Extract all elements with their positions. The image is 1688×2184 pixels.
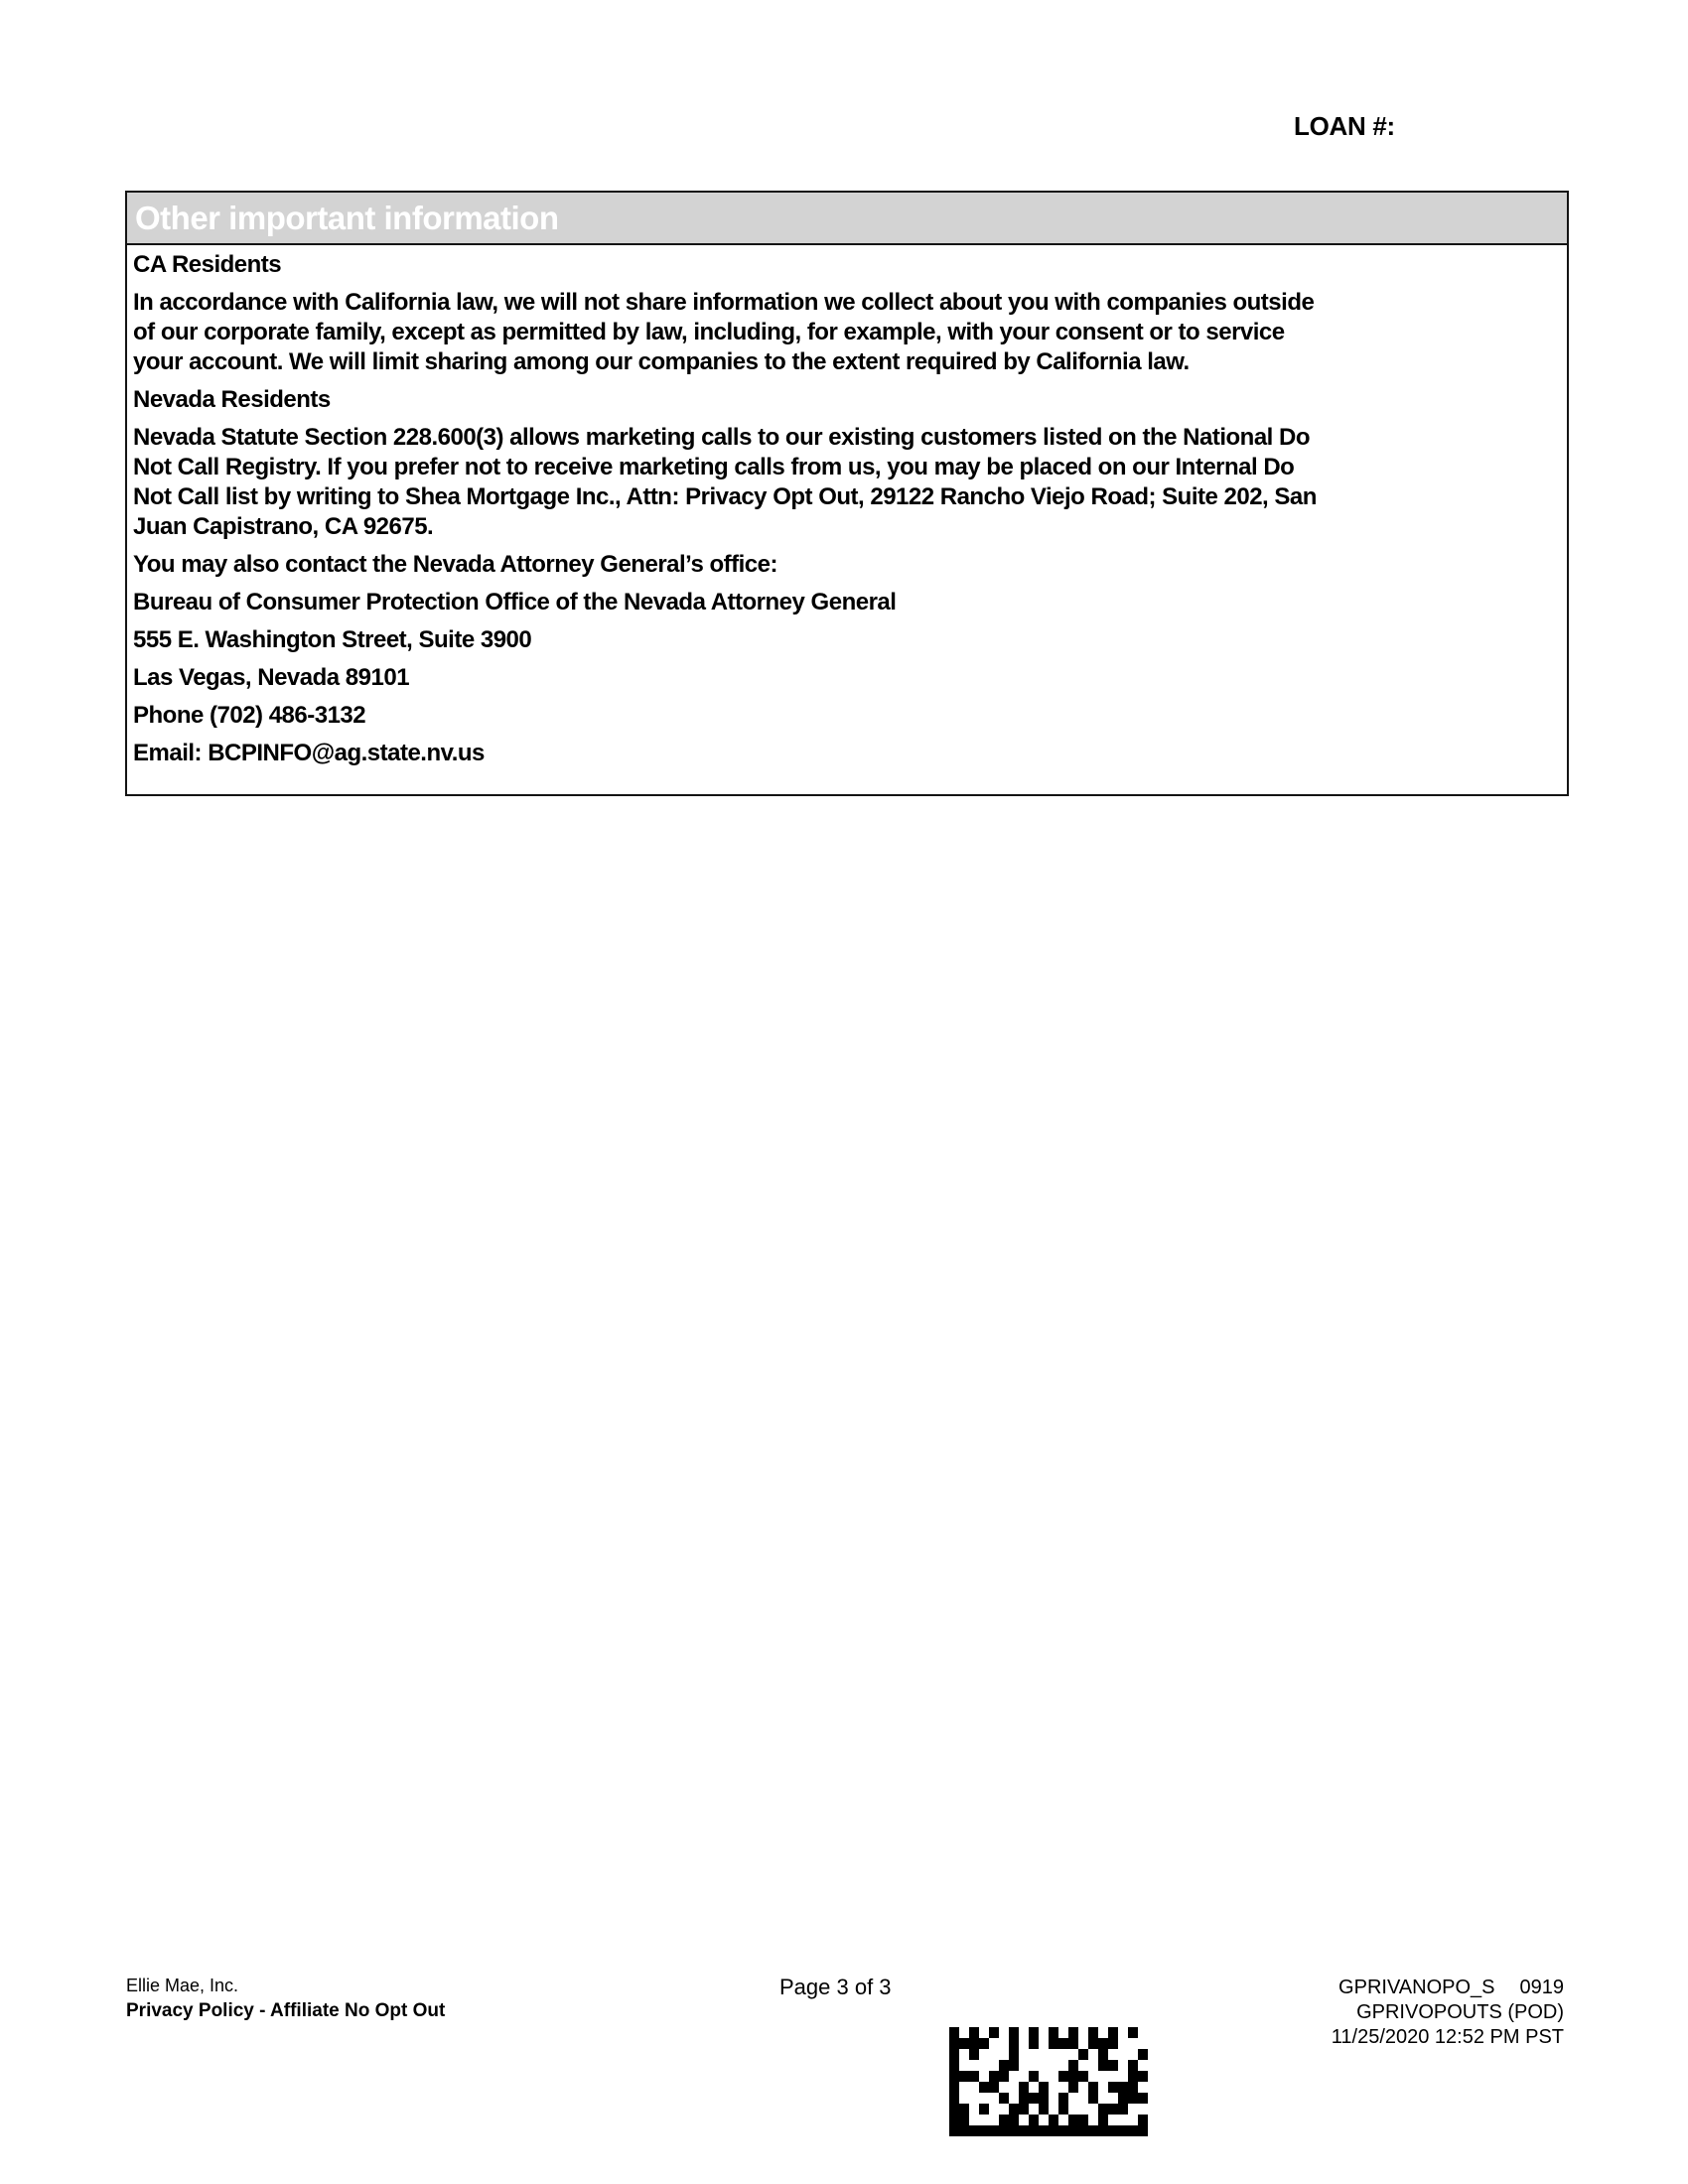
- email-line: Email: BCPINFO@ag.state.nv.us: [133, 740, 485, 766]
- footer-form-code-line: [1332, 1976, 1564, 2000]
- footer-left: [126, 1974, 445, 2023]
- nv-paragraph-line: Not Call Registry. If you prefer not to receive marketing calls from us, you may be placed on our Internal Do: [133, 454, 1295, 480]
- nv-paragraph-line: Not Call list by writing to Shea Mortgage Inc., Attn: Privacy Opt Out, 29122 Rancho Viejo Road; Suite 202, San: [133, 483, 1317, 510]
- datamatrix-barcode: [949, 2027, 1148, 2136]
- footer-form-code-2: GPRIVOPOUTS (POD): [1356, 2001, 1564, 2023]
- ca-paragraph-line: your account. We will limit sharing among our companies to the extent required by California law.: [133, 348, 1190, 375]
- footer-doc-title: Privacy Policy - Affiliate No Opt Out: [126, 2000, 446, 2021]
- footer-form-version: 0919: [1519, 1977, 1564, 1998]
- address-line-1: 555 E. Washington Street, Suite 3900: [133, 626, 532, 653]
- nv-paragraph-line: Nevada Statute Section 228.600(3) allows marketing calls to our existing customers listed on the National Do: [133, 424, 1311, 451]
- ca-paragraph-line: of our corporate family, except as permitted by law, including, for example, with your consent or to service: [133, 319, 1285, 345]
- info-box-body: [127, 245, 1567, 768]
- ca-paragraph: [133, 288, 1561, 377]
- footer-timestamp: 11/25/2020 12:52 PM PST: [1331, 2026, 1564, 2048]
- loan-number-label: LOAN #:: [1294, 111, 1395, 141]
- nevada-residents-heading: Nevada Residents: [133, 386, 331, 413]
- footer-company: Ellie Mae, Inc.: [126, 1976, 239, 1995]
- ca-paragraph-line: In accordance with California law, we will not share information we collect about you with companies outside: [133, 289, 1315, 316]
- info-box-header: [127, 193, 1567, 245]
- contact-intro-line: You may also contact the Nevada Attorney General’s office:: [133, 551, 777, 578]
- other-important-information-box: [125, 191, 1569, 796]
- nv-paragraph-line: Juan Capistrano, CA 92675.: [133, 513, 434, 540]
- address-line-2: Las Vegas, Nevada 89101: [133, 664, 410, 691]
- phone-line: Phone (702) 486-3132: [133, 702, 366, 729]
- footer-form-code: GPRIVANOPO_S: [1338, 1977, 1495, 1998]
- page-indicator: Page 3 of 3: [779, 1975, 892, 1999]
- footer-right: [1332, 1976, 1564, 2050]
- ca-residents-heading: CA Residents: [133, 251, 282, 278]
- bureau-line: Bureau of Consumer Protection Office of the Nevada Attorney General: [133, 589, 897, 615]
- info-box-title: Other important information: [135, 199, 559, 236]
- nv-paragraph: [133, 423, 1561, 542]
